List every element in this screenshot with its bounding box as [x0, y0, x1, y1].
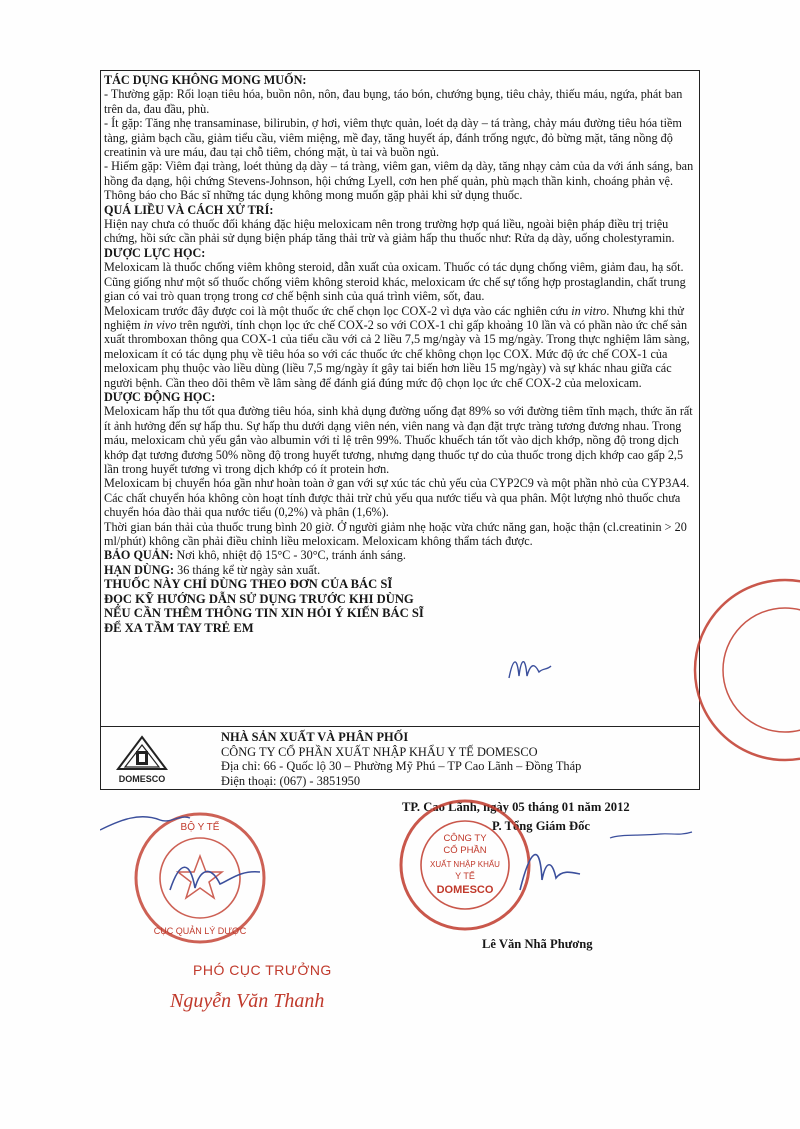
adverse-common: - Thường gặp: Rối loạn tiêu hóa, buồn nôn, nôn, đau bụng, táo bón, chướng bụng, tiêu chảy, thiếu máu, ngứa, phát ban trên da, đau đầu, phù.	[104, 87, 683, 116]
initials-signature	[505, 648, 555, 688]
pharmacokinetics-p2: Meloxicam bị chuyển hóa gần như hoàn toàn ở gan với sự xúc tác chủ yếu của CYP2C9 và một phần nhỏ của CYP3A4. Các chất chuyển hóa không còn hoạt tính được thải trừ chủ yếu qua nước tiểu và qua phân. Một lượng nhỏ thuốc chưa chuyển hóa đào thải qua nước tiểu (0,2%) và phân (1,6%).	[104, 476, 690, 520]
edge-stamp	[690, 540, 800, 800]
warning-line: THUỐC NÀY CHỈ DÙNG THEO ĐƠN CỦA BÁC SĨ	[104, 577, 393, 592]
company-stamp-line: CÔNG TY	[443, 833, 487, 844]
expiry-text: 36 tháng kể từ ngày sản xuất.	[174, 562, 321, 577]
pharmacokinetics-p3: Thời gian bán thải của thuốc trung bình 20 giờ. Ở người giảm nhẹ hoặc vừa chức năng gan, hoặc thận (cl.creatinin > 20 ml/phút) không cần phải điều chỉnh liều meloxicam. Meloxicam không thẩm tách được.	[104, 519, 687, 548]
ministry-stamp-bottom: CỤC QUẢN LÝ DƯỢC	[153, 926, 247, 936]
logo-wordmark: DOMESCO	[118, 774, 166, 784]
pharmacodynamics-heading: DƯỢC LỰC HỌC:	[104, 245, 206, 260]
pharmacokinetics-heading: DƯỢC ĐỘNG HỌC:	[104, 389, 216, 404]
pharmacodynamics-p2	[104, 304, 698, 390]
manufacturer-phone: Điện thoại: (067) - 3851950	[221, 773, 361, 788]
pd-p2-part-b: . Nhưng khi thử nghiệm	[104, 303, 684, 332]
footer-divider	[100, 726, 700, 727]
manufacturer-address: Địa chỉ: 66 - Quốc lộ 30 – Phường Mỹ Phú – TP Cao Lãnh – Đồng Tháp	[221, 759, 582, 774]
pd-p2-part-a: Meloxicam trước đây được coi là một thuốc ức chế chọn lọc COX-2 vì dựa vào các nghiên cứu	[104, 303, 572, 318]
company-stamp-line: CỔ PHẦN	[443, 845, 487, 856]
signer-name: Lê Văn Nhã Phương	[482, 937, 593, 951]
warning-line: NẾU CẦN THÊM THÔNG TIN XIN HỎI Ý KIẾN BÁC SĨ	[104, 606, 424, 621]
storage-label: BẢO QUẢN:	[104, 548, 174, 563]
ministry-stamp-top: BỘ Y TẾ	[180, 822, 220, 833]
date-line: TP. Cao Lãnh, ngày 05 tháng 01 năm 2012	[402, 800, 630, 814]
expiry-line	[104, 563, 698, 577]
manufacturer-block	[221, 730, 581, 788]
storage-line	[104, 548, 698, 562]
pd-in-vivo: in vivo	[143, 317, 177, 332]
pd-p2-part-c: trên người, tính chọn lọc ức chế COX-2 so với COX-1 chỉ gấp khoảng 10 lần và có phần nào ức chế sản xuất thromboxan thông qua COX-1 của tiểu cầu với cả 2 liều 7,5 mg/ngày và 15 mg/ngày. Trong thực nghiệm lâm sàng, meloxicam ít có tác dụng phụ về tiêu hóa so với các thuốc ức chế không chọn lọc COX. Mức độ ức chế COX-1 của meloxicam phụ thuộc vào liều dùng (liều 7,5 mg/ngày ít gây tai biến hơn liều 15 mg/ngày) và sự khác nhau giữa các người bệnh. Cần theo dõi thêm về lâm sàng để đánh giá đúng mức độ chọn lọc ức chế COX-2 của meloxicam.	[104, 317, 690, 390]
warning-line: ĐỌC KỸ HƯỚNG DẪN SỬ DỤNG TRƯỚC KHI DÙNG	[104, 591, 414, 606]
ministry-stamp	[100, 800, 320, 950]
pharmacodynamics-p1: Meloxicam là thuốc chống viêm không steroid, dẫn xuất của oxicam. Thuốc có tác dụng chống viêm, giảm đau, hạ sốt. Cũng giống như một số thuốc chống viêm không steroid khác, meloxicam ức chế sự tổng hợp prostaglandin, chất trung gian có vai trò quan trọng trong cơ chế bệnh sinh của quá trình viêm, sốt, đau.	[104, 260, 686, 304]
company-stamp-line: DOMESCO	[436, 884, 494, 896]
storage-text: Nơi khô, nhiệt độ 15°C - 30°C, tránh ánh sáng.	[173, 548, 406, 563]
expiry-label: HẠN DÙNG:	[104, 562, 175, 577]
adverse-uncommon: - Ít gặp: Tăng nhẹ transaminase, bilirubin, ợ hơi, viêm thực quản, loét dạ dày – tá tràng, chảy máu đường tiêu hóa tiềm tàng, giảm bạch cầu, giảm tiểu cầu, viêm miệng, mề đay, tăng huyết áp, đánh trống ngực, đỏ bừng mặt, tăng nồng độ creatinin và ure máu, đau tại chỗ tiêm, chóng mặt, ù tai và buồn ngủ.	[104, 116, 682, 160]
warning-line: ĐỂ XA TẦM TAY TRẺ EM	[104, 621, 254, 635]
ministry-title: PHÓ CỤC TRƯỞNG	[193, 962, 332, 978]
company-stamp-line: XUẤT NHẬP KHẨU	[430, 860, 500, 869]
manufacturer-heading: NHÀ SẢN XUẤT VÀ PHÂN PHỐI	[221, 730, 409, 744]
manufacturer-company: CÔNG TY CỔ PHẦN XUẤT NHẬP KHẨU Y TẾ DOMESCO	[221, 744, 538, 759]
adverse-heading: TÁC DỤNG KHÔNG MONG MUỐN:	[104, 73, 307, 87]
pd-in-vitro: in vitro	[571, 303, 607, 318]
adverse-notice: Thông báo cho Bác sĩ những tác dụng không mong muốn gặp phải khi sử dụng thuốc.	[104, 188, 523, 203]
ministry-signer-name: Nguyễn Văn Thanh	[170, 990, 325, 1012]
leaflet-content	[104, 73, 698, 636]
director-signature	[470, 830, 700, 910]
pharmacokinetics-p1: Meloxicam hấp thu tốt qua đường tiêu hóa, sinh khả dụng đường uống đạt 89% so với đường tiêm tĩnh mạch, thức ăn rất ít ảnh hưởng đến sự hấp thu. Sự hấp thu dưới dạng viên nén, viên nang và đạn đặt trực tràng tương đương nhau. Trong máu, meloxicam chủ yếu gắn vào albumin với tỉ lệ trên 99%. Thuốc khuếch tán tốt vào dịch khớp, nồng độ trong dịch khớp đạt tương đương 50% nồng độ trong huyết tương, nhưng dạng thuốc tự do của thuốc trong dịch khớp cao gấp 2,5 lần trong huyết tương vì trong dịch khớp có ít protein hơn.	[104, 404, 693, 476]
signer-title: P. Tổng Giám Đốc	[492, 819, 590, 833]
overdose-heading: QUÁ LIỀU VÀ CÁCH XỬ TRÍ:	[104, 202, 274, 217]
domesco-logo	[112, 735, 172, 787]
company-stamp-line: Y TẾ	[455, 871, 475, 881]
overdose-text: Hiện nay chưa có thuốc đối kháng đặc hiệu meloxicam nên trong trường hợp quá liều, ngoài biện pháp điều trị triệu chứng, hồi sức cần phải sử dụng biện pháp tăng thải trừ và giảm hấp thu thuốc như: Rửa dạ dày, uống cholestyramin.	[104, 217, 675, 246]
adverse-rare: - Hiếm gặp: Viêm đại tràng, loét thủng dạ dày – tá tràng, viêm gan, viêm dạ dày, tăng nhạy cảm của da với ánh sáng, ban hồng đa dạng, hội chứng Stevens-Johnson, hội chứng Lyell, cơn hen phế quản, phù mạch thần kinh, choáng phản vệ.	[104, 159, 694, 188]
